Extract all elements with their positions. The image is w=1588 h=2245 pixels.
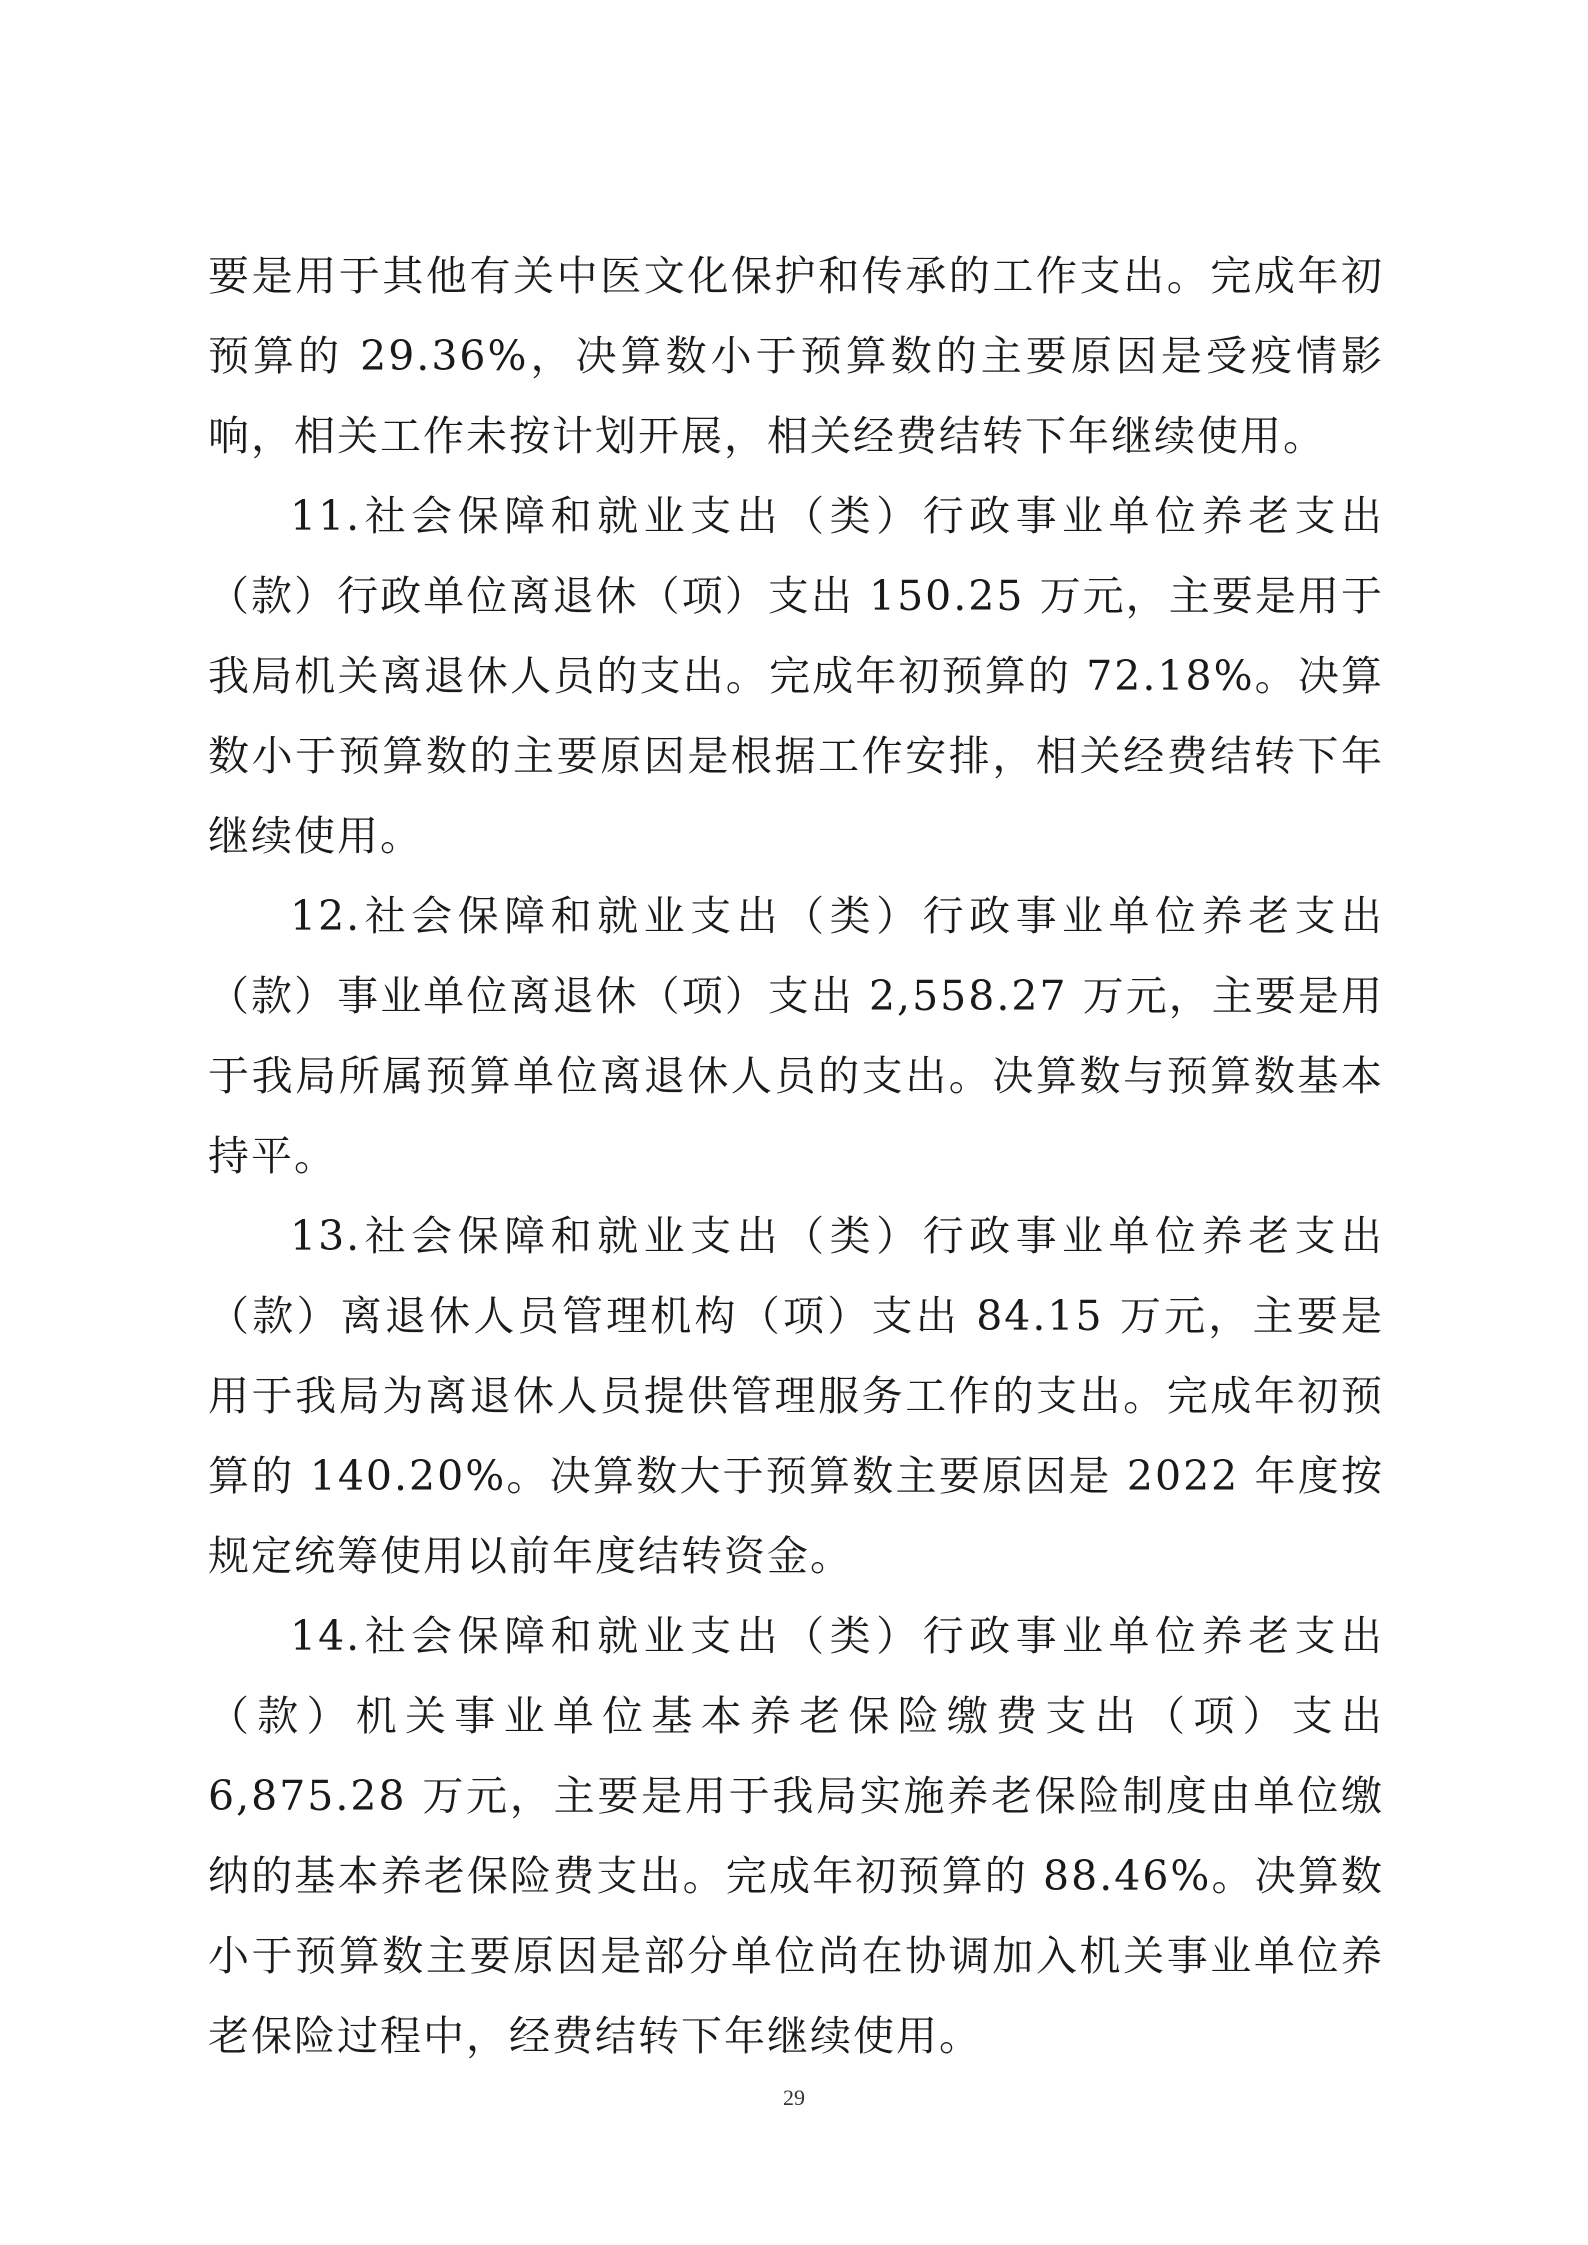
paragraph-item-11: 11.社会保障和就业支出（类）行政事业单位养老支出（款）行政单位离退休（项）支出 150.25 万元，主要是用于我局机关离退休人员的支出。完成年初预算的 72.18%。决算数小于预算数的主要原因是根据工作安排，相关经费结转下年继续使用。 [208,492,1384,860]
paragraph-item-13: 13.社会保障和就业支出（类）行政事业单位养老支出（款）离退休人员管理机构（项）支出 84.15 万元，主要是用于我局为离退休人员提供管理服务工作的支出。完成年初预算的 140.20%。决算数大于预算数主要原因是 2022 年度按规定统筹使用以前年度结转资金。 [208,1212,1384,1580]
paragraph-item-14: 14.社会保障和就业支出（类）行政事业单位养老支出（款）机关事业单位基本养老保险缴费支出（项）支出 6,875.28 万元，主要是用于我局实施养老保险制度由单位缴纳的基本养老保险费支出。完成年初预算的 88.46%。决算数小于预算数主要原因是部分单位尚在协调加入机关事业单位养老保险过程中，经费结转下年继续使用。 [208,1612,1384,2060]
body-text [208,236,1384,2076]
paragraph-item-12: 12.社会保障和就业支出（类）行政事业单位养老支出（款）事业单位离退休（项）支出 2,558.27 万元，主要是用于我局所属预算单位离退休人员的支出。决算数与预算数基本持平。 [208,892,1384,1180]
page-number: 29 [783,2085,805,2110]
paragraph-continuation: 要是用于其他有关中医文化保护和传承的工作支出。完成年初预算的 29.36%，决算数小于预算数的主要原因是受疫情影响，相关工作未按计划开展，相关经费结转下年继续使用。 [208,252,1384,460]
